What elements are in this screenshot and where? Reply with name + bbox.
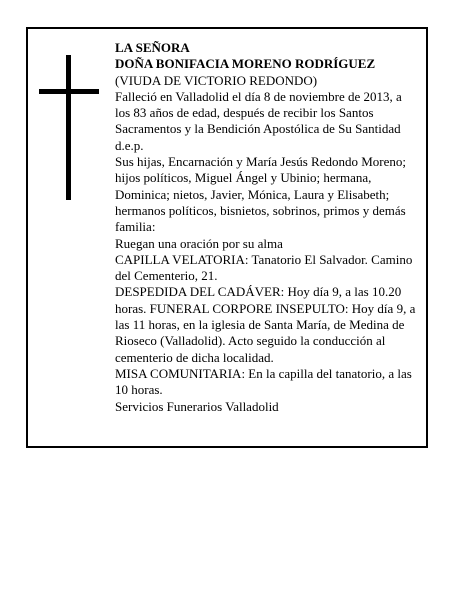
obituary-notice (26, 27, 428, 448)
funeral-services-line: Servicios Funerarios Valladolid (115, 398, 279, 414)
latin-cross-icon (39, 55, 99, 200)
widow-line: (VIUDA DE VICTORIO REDONDO) (115, 72, 318, 88)
notice-title: LA SEÑORA (115, 40, 190, 55)
notice-text (115, 40, 420, 415)
community-mass-paragraph: MISA COMUNITARIA: En la capilla del tanatorio, a las 10 horas. (115, 365, 412, 398)
family-paragraph: Sus hijas, Encarnación y María Jesús Redondo Moreno; hijos políticos, Miguel Ángel y Ubinio; hermana, Dominica; nietos, Javier, Mónica, Laura y Elisabeth; hermanos políticos, bisnietos, sobrinos, primos y demás familia: (115, 154, 407, 235)
death-paragraph: Falleció en Valladolid el día 8 de noviembre de 2013, a los 83 años de edad, después de recibir los Santos Sacramentos y la Bendición Apostólica de Su Santidad d.e.p. (115, 88, 402, 153)
deceased-name: DOÑA BONIFACIA MORENO RODRÍGUEZ (115, 56, 376, 72)
funeral-paragraph: DESPEDIDA DEL CADÁVER: Hoy día 9, a las 10.20 horas. FUNERAL CORPORE INSEPULTO: Hoy día 9, a las 11 horas, en la iglesia de Santa María, de Medina de Rioseco (Valladolid). Acto seguido la conducción al cementerio de dicha localidad. (115, 284, 416, 365)
prayer-line: Ruegan una oración por su alma (115, 235, 283, 251)
wake-chapel-paragraph: CAPILLA VELATORIA: Tanatorio El Salvador. Camino del Cementerio, 21. (115, 251, 413, 284)
